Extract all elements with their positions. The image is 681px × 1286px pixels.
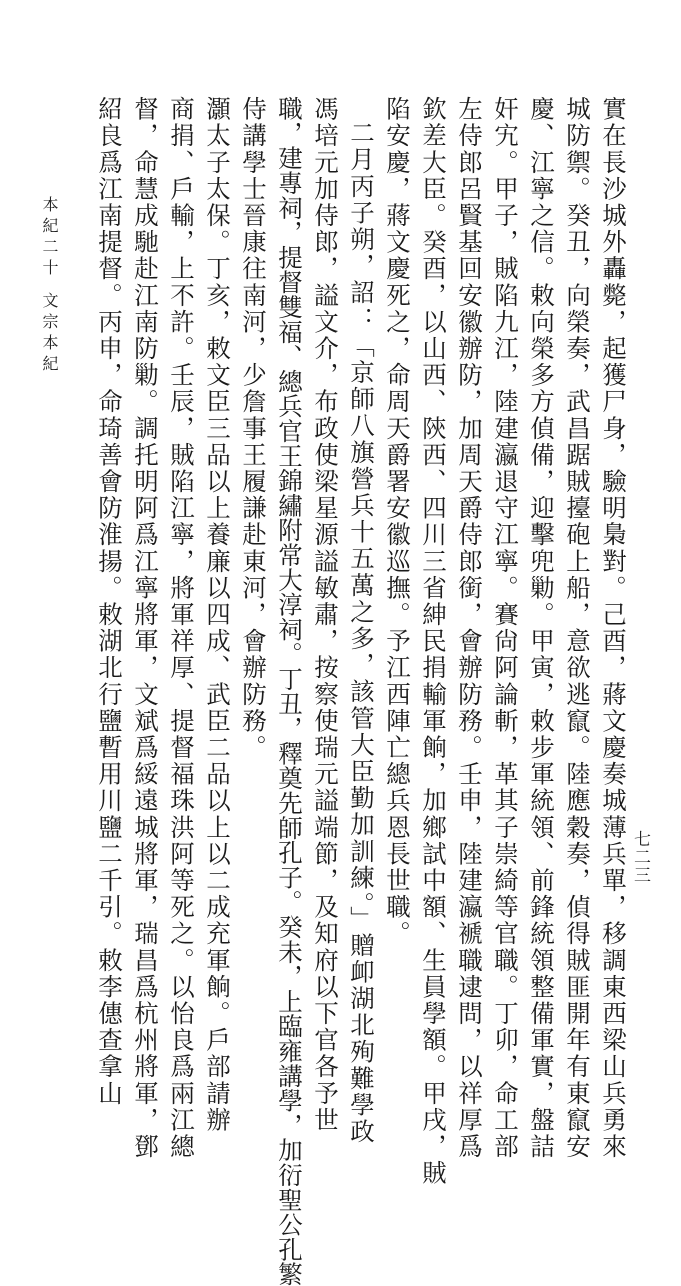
text-column-13: 商捐、戶輸，上不許。壬辰，賊陷江寧，將軍祥厚、提督福珠洪阿等死之。以怡良爲兩江總 [167, 96, 196, 1160]
text-column-12: 灝太子太保。丁亥，敕文臣三品以上養廉以四成、武臣二品以上以二成充軍餉。戶部請辦 [203, 96, 232, 1134]
text-column-10: 職，建專祠，提督雙福、總兵官王錦繡附常大淳祠。丁丑，釋奠先師孔子。癸未，上臨雍講學，加衍聖公孔繁 [275, 96, 304, 1286]
text-column-3: 慶、江寧之信。敕向榮多方偵備，迎擊兜勦。甲寅，敕步軍統領、前鋒統領整備軍實，盤詰 [527, 96, 556, 1160]
chapter-title: 文宗本紀 [40, 292, 59, 376]
text-column-15: 紹良爲江南提督。丙申，命琦善會防淮揚。敕湖北行鹽暫用川鹽二千引。敕李僡查拿山 [95, 96, 124, 1107]
book-title: 本紀二十 [40, 196, 59, 280]
text-column-11: 侍講學士晉康往南河，少詹事王履謙赴東河，會辦防務。 [239, 96, 268, 761]
text-column-9: 馮培元加侍郎，謚文介，布政使梁星源謚敏肅，按察使瑞元謚端節，及知府以下官各予世 [311, 96, 340, 1134]
text-column-7: 陷安慶，蔣文慶死之，命周天爵署安徽巡撫。予江西陣亡總兵恩長世職。 [383, 96, 412, 948]
text-column-6: 欽差大臣。癸酉，以山西、陝西、四川三省紳民捐輸軍餉，加鄉試中額、生員學額。甲戌，賊 [419, 96, 448, 1187]
text-column-8: 二月丙子朔，詔：「京師八旗營兵十五萬之多，該管大臣勤加訓練。」贈卹湖北殉難學政 [347, 120, 376, 1146]
page-number: 七二三 [630, 830, 650, 884]
text-column-1: 實在長沙城外轟斃，起獲尸身，驗明梟對。己酉，蔣文慶奏城薄兵單，移調東西梁山兵勇來 [599, 96, 628, 1160]
text-column-14: 督，命慧成馳赴江南防勦。調托明阿爲江寧將軍，文斌爲綏遠城將軍，瑞昌爲杭州將軍，鄧 [131, 96, 160, 1160]
text-column-4: 奸宄。甲子，賊陷九江，陸建瀛退守江寧。賽尙阿論斬，革其子崇綺等官職。丁卯，命工部 [491, 96, 520, 1160]
text-column-2: 城防禦。癸丑，向榮奏，武昌踞賊擡砲上船，意欲逃竄。陸應穀奏，偵得賊匪開年有東竄安 [563, 96, 592, 1160]
text-column-5: 左侍郎呂賢基回安徽辦防，加周天爵侍郎銜，會辦防務。壬申，陸建瀛褫職逮問，以祥厚爲 [455, 96, 484, 1160]
